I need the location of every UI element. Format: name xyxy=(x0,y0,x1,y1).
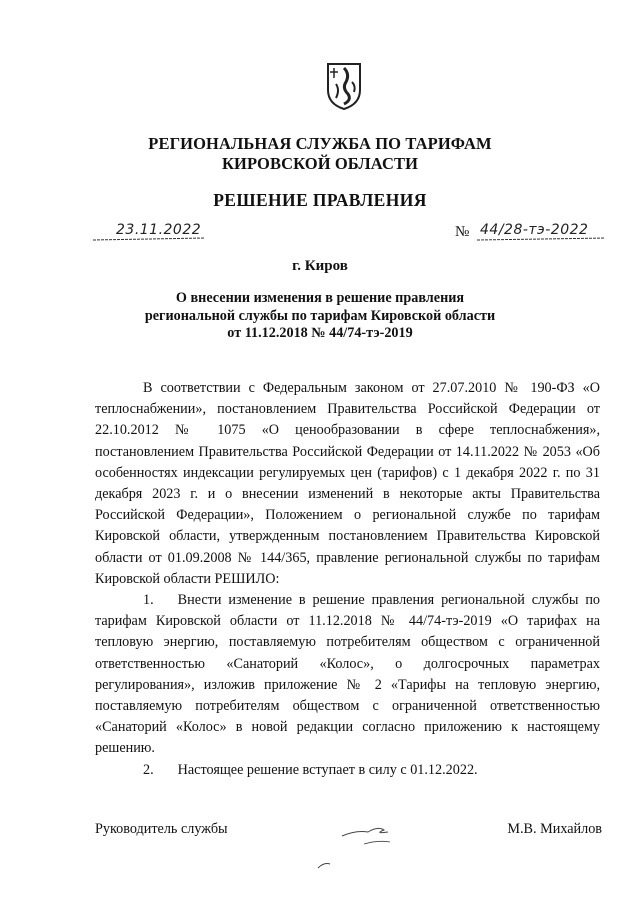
subject-line-1: О внесении изменения в решение правления xyxy=(175,290,465,306)
signatory-position: Руководитель службы xyxy=(95,821,228,837)
decision-number: 44/28-тэ-2022 xyxy=(480,222,589,238)
kirov-coat-of-arms-icon xyxy=(322,60,366,112)
preamble: В соответствии с Федеральным законом от 27.07.2010 № 190-ФЗ «О теплоснабжении», постановлением Правительства Российской Федерации от 22.10.2012 № 1075 «О ценообразовании в сфере теплоснабжения», постановлением Правительства Российской Федерации от 14.11.2022 № 2053 «Об особенностях индексации регулируемых цен (тарифов) с 1 декабря 2022 г. по 31 декабря 2023 г. и о внесении изменений в некоторые акты Правительства Российской Федерации», Положением о региональной службе по тарифам Кировской области, утвержденным постановлением Правительства Кировской области от 01.09.2008 № 144/365, правление региональной службы по тарифам Кировской области РЕШИЛО: xyxy=(95,380,600,587)
item-1 xyxy=(95,590,600,760)
org-line-1: РЕГИОНАЛЬНАЯ СЛУЖБА ПО ТАРИФАМ xyxy=(148,134,492,153)
signatory-name: М.В. Михайлов xyxy=(507,821,602,837)
number-sign: № xyxy=(455,224,470,240)
handwritten-signature xyxy=(308,818,428,878)
item-2 xyxy=(95,760,600,781)
subject-line-3: от 11.12.2018 № 44/74-тэ-2019 xyxy=(227,325,413,341)
document-subject xyxy=(0,290,640,343)
subject-line-2: региональной службы по тарифам Кировской области xyxy=(144,307,496,324)
document-type: РЕШЕНИЕ ПРАВЛЕНИЯ xyxy=(213,190,427,210)
document-body xyxy=(95,378,600,781)
decision-date: 23.11.2022 xyxy=(116,222,202,238)
org-line-2: КИРОВСКОЙ ОБЛАСТИ xyxy=(221,154,419,173)
item-1-number: 1. xyxy=(143,592,154,609)
city: г. Киров xyxy=(292,258,348,274)
item-2-number: 2. xyxy=(143,761,154,778)
organization-name xyxy=(0,134,640,174)
item-2-text: Настоящее решение вступает в силу с 01.12.2022. xyxy=(177,761,478,778)
item-1-text: Внести изменение в решение правления региональной службы по тарифам Кировской области от 11.12.2018 № 44/74-тэ-2019 «О тарифах на тепловую энергию, поставляемую потребителям обществом с ограниченной ответственностью «Санаторий «Колос», о долгосрочных параметрах регулирования», изложив приложение № 2 «Тарифы на тепловую энергию, поставляемую потребителям обществом с ограниченной ответственностью «Санаторий «Колос» в новой редакции согласно приложению к настоящему решению. xyxy=(95,592,600,757)
